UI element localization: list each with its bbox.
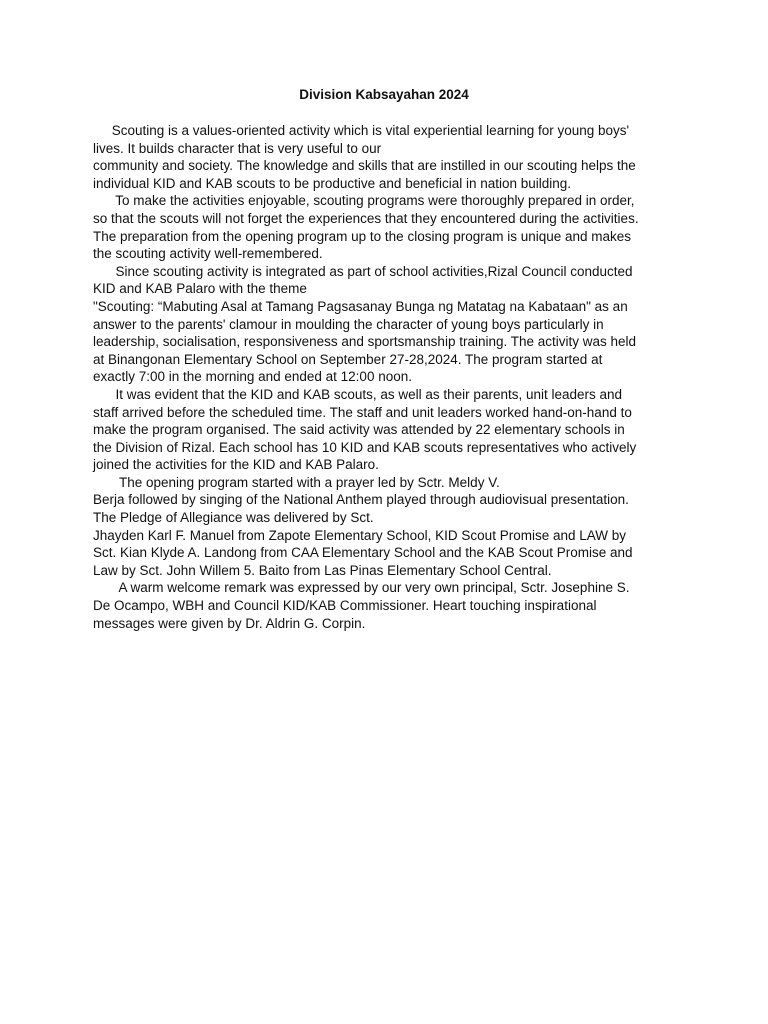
text-line: Since scouting activity is integrated as part of school activities,Rizal Council conducted xyxy=(93,263,633,279)
text-line: "Scouting: “Mabuting Asal at Tamang Pagsasanay Bunga ng Matatag na Kabataan" as an xyxy=(93,298,628,314)
text-line: exactly 7:00 in the morning and ended at 12:00 noon. xyxy=(93,369,412,385)
document-body xyxy=(93,122,693,632)
document-title: Division Kabsayahan 2024 xyxy=(299,87,469,102)
text-line: KID and KAB Palaro with the theme xyxy=(93,281,307,297)
text-line: lives. It builds character that is very useful to our xyxy=(93,140,382,156)
text-line: De Ocampo, WBH and Council KID/KAB Commissioner. Heart touching inspirational xyxy=(93,598,597,614)
text-line: make the program organised. The said activity was attended by 22 elementary schools in xyxy=(93,422,625,438)
text-line: Jhayden Karl F. Manuel from Zapote Elementary School, KID Scout Promise and LAW by xyxy=(93,527,626,543)
text-line: It was evident that the KID and KAB scouts, as well as their parents, unit leaders and xyxy=(93,386,623,402)
text-line: A warm welcome remark was expressed by our very own principal, Sctr. Josephine S. xyxy=(93,580,630,596)
text-line: community and society. The knowledge and skills that are instilled in our scouting helps the xyxy=(93,158,636,174)
text-line: so that the scouts will not forget the experiences that they encountered during the activities. xyxy=(93,210,639,226)
text-line: joined the activities for the KID and KAB Palaro. xyxy=(93,457,379,473)
text-line: The opening program started with a prayer led by Sctr. Meldy V. xyxy=(93,474,500,490)
text-line: The Pledge of Allegiance was delivered by Sct. xyxy=(93,510,374,526)
text-line: staff arrived before the scheduled time. The staff and unit leaders worked hand-on-hand to xyxy=(93,404,632,420)
text-line: Scouting is a values-oriented activity which is vital experiential learning for young boys' xyxy=(93,123,630,138)
text-line: individual KID and KAB scouts to be productive and beneficial in nation building. xyxy=(93,175,572,191)
text-line: The preparation from the opening program up to the closing program is unique and makes xyxy=(93,228,632,244)
text-line: the Division of Rizal. Each school has 10 KID and KAB scouts representatives who actively xyxy=(93,439,637,455)
text-line: Berja followed by singing of the National Anthem played through audiovisual presentation. xyxy=(93,492,629,508)
text-line: the scouting activity well-remembered. xyxy=(93,246,323,262)
text-line: Law by Sct. John Willem 5. Baito from Las Pinas Elementary School Central. xyxy=(93,562,552,578)
text-line: messages were given by Dr. Aldrin G. Corpin. xyxy=(93,615,366,631)
text-line: Sct. Kian Klyde A. Landong from CAA Elementary School and the KAB Scout Promise and xyxy=(93,545,633,561)
text-line: To make the activities enjoyable, scouting programs were thoroughly prepared in order, xyxy=(93,193,635,209)
text-line: leadership, socialisation, responsiveness and sportsmanship training. The activity was held xyxy=(93,334,637,350)
text-line: answer to the parents' clamour in moulding the character of young boys particularly in xyxy=(93,316,604,332)
text-line: at Binangonan Elementary School on September 27-28,2024. The program started at xyxy=(93,351,603,367)
